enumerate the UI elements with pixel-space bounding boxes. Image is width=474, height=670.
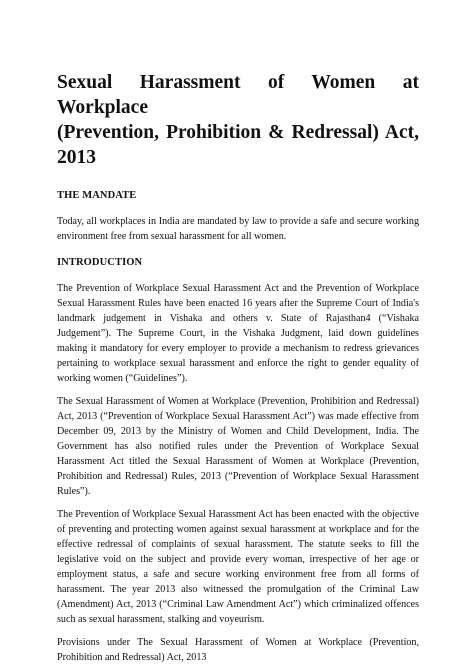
intro-paragraph-4: Provisions under The Sexual Harassment of Women at Workplace (Prevention, Prohibition and Redressal) Act, 2013 (57, 637, 419, 663)
intro-paragraph-1: The Prevention of Workplace Sexual Harassment Act and the Prevention of Workplace Sexual Harassment Rules have been enacted 16 years after the Supreme Court of India's landmark judgement in Vishaka and others v. State of Rajasthan4 (“Vishaka Judgement”). The Supreme Court, in the Vishaka Judgment, laid down guidelines making it mandatory for every employer to provide a mechanism to redress grievances pertaining to workplace sexual harassment and enforce the right to gender equality of working women (“Guidelines”). (57, 283, 419, 384)
title-line-1: Sexual Harassment of Women at Workplace (57, 72, 419, 118)
title-line-2: (Prevention, Prohibition & Redressal) Act, 2013 (57, 122, 419, 168)
section-heading-mandate: THE MANDATE (57, 190, 137, 201)
document-title (57, 70, 419, 170)
document-page (57, 70, 419, 665)
section-heading-introduction: INTRODUCTION (57, 257, 143, 268)
mandate-paragraph: Today, all workplaces in India are mandated by law to provide a safe and secure working environment free from sexual harassment for all women. (57, 216, 419, 242)
intro-paragraph-3: The Prevention of Workplace Sexual Harassment Act has been enacted with the objective of preventing and protecting women against sexual harassment at workplace and for the effective redressal of complaints of sexual harassment. The statute seeks to fill the legislative void on the subject and provide every woman, irrespective of her age or employment status, a safe and secure working environment free from all forms of harassment. The year 2013 also witnessed the promulgation of the Criminal Law (Amendment) Act, 2013 (“Criminal Law Amendment Act”) which criminalized offences such as sexual harassment, stalking and voyeurism. (57, 509, 419, 625)
intro-paragraph-2: The Sexual Harassment of Women at Workplace (Prevention, Prohibition and Redressal) Act, 2013 (“Prevention of Workplace Sexual Harassment Act”) was made effective from December 09, 2013 by the Ministry of Women and Child Development, India. The Government has also notified rules under the Prevention of Workplace Sexual Harassment Act titled the Sexual Harassment of Women at Workplace (Prevention, Prohibition and Redressal) Rules, 2013 (“Prevention of Workplace Sexual Harassment Rules”). (57, 396, 419, 497)
